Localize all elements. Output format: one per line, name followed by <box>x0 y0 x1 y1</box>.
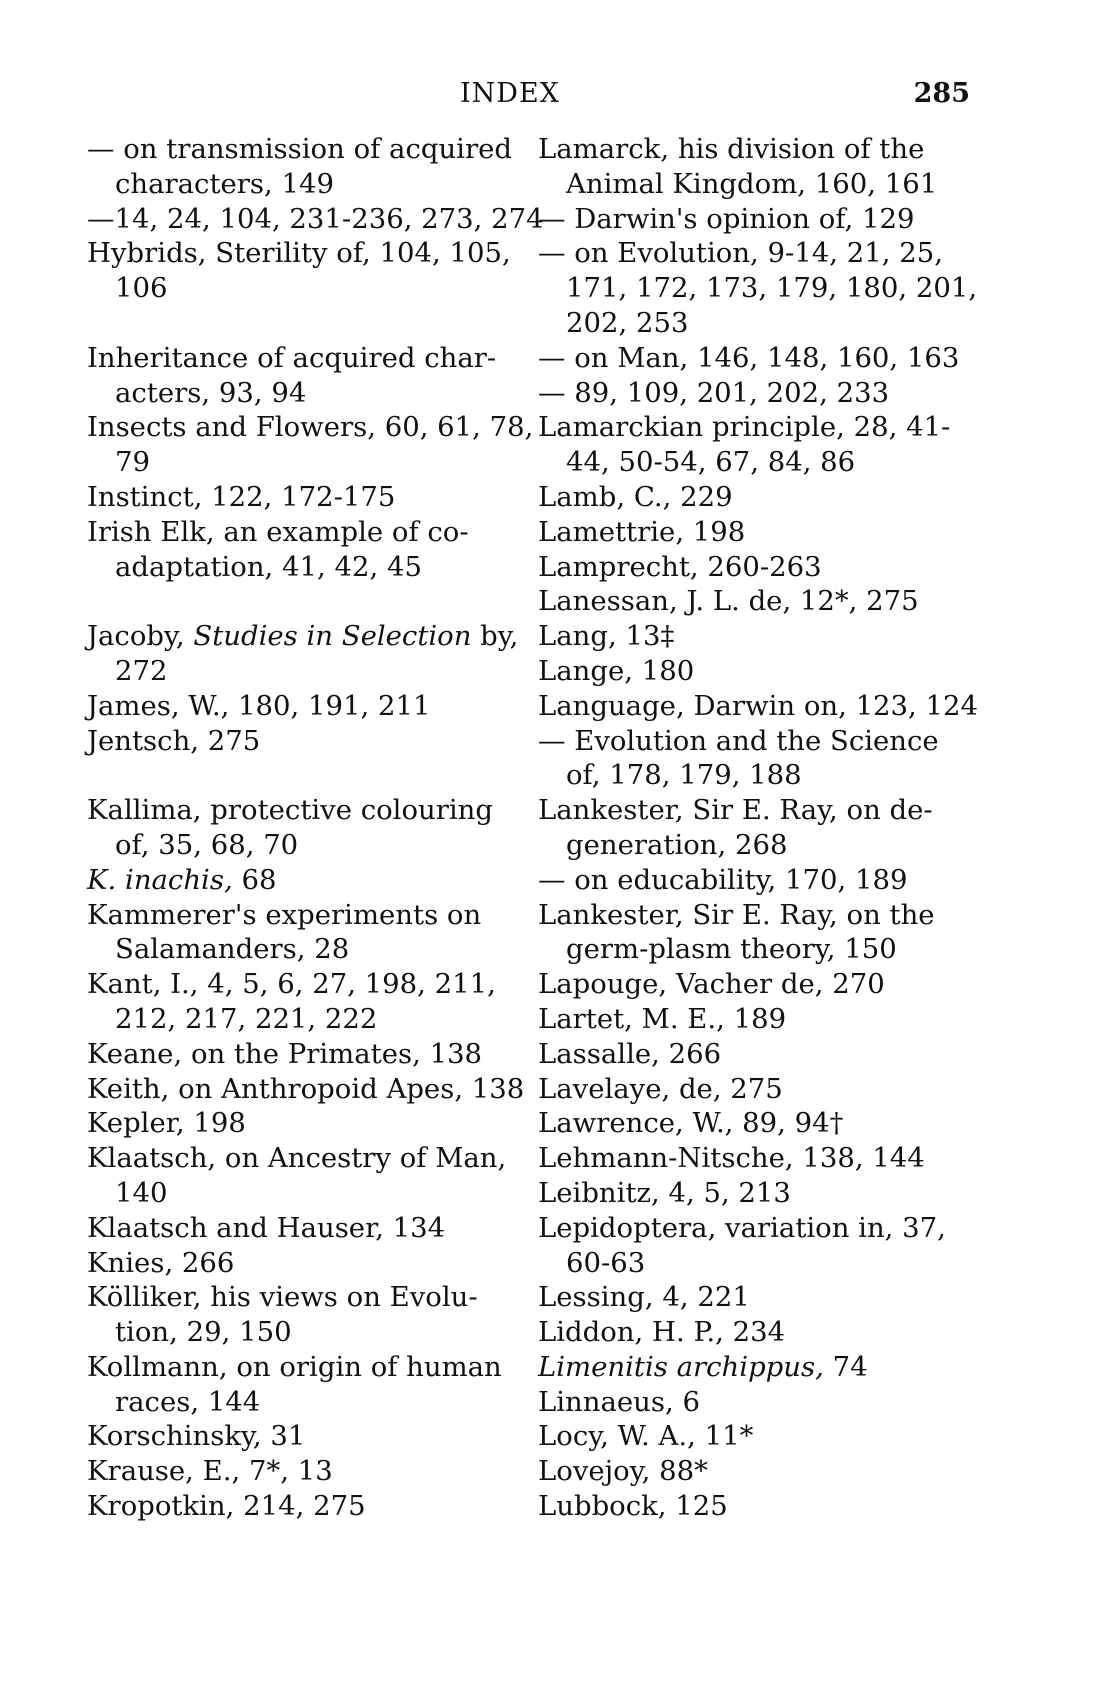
index-entry <box>538 1350 958 1385</box>
entry-text: 68 <box>232 863 277 896</box>
entry-text: by, <box>471 620 519 653</box>
index-entry: Lamprecht, 260-263 <box>538 550 822 583</box>
index-entry: Inheritance of acquired char- <box>87 341 497 374</box>
index-column-left <box>87 132 544 1524</box>
index-entry: Klaatsch, on Ancestry of Man, <box>87 1142 507 1175</box>
index-entry: Kepler, 198 <box>87 1107 246 1140</box>
index-entry: — on transmission of acquired <box>87 133 512 165</box>
index-entry-continuation: of, 35, 68, 70 <box>115 828 299 861</box>
index-entry: Lassalle, 266 <box>538 1037 722 1070</box>
index-entry: — on educability, 170, 189 <box>538 863 908 896</box>
index-entry: Lankester, Sir E. Ray, on de- <box>538 794 933 827</box>
index-entry: — 89, 109, 201, 202, 233 <box>538 376 890 409</box>
index-entry: Instinct, 122, 172-175 <box>87 480 396 513</box>
index-entry-continuation: 60-63 <box>566 1246 646 1279</box>
index-entry: Knies, 266 <box>87 1246 235 1279</box>
index-entry <box>87 619 519 654</box>
index-entry: —14, 24, 104, 231-236, 273, 274 <box>87 202 544 235</box>
index-entry: Lamettrie, 198 <box>538 515 746 548</box>
index-entry-continuation: 106 <box>115 272 168 305</box>
index-entry-continuation: germ-plasm theory, 150 <box>566 933 897 966</box>
index-entry: Lubbock, 125 <box>538 1490 728 1523</box>
index-entry: Lawrence, W., 89, 94† <box>538 1107 844 1140</box>
index-section-gap <box>87 584 512 619</box>
index-entry: Lepidoptera, variation in, 37, <box>538 1211 946 1244</box>
index-entry-continuation: Salamanders, 28 <box>115 933 350 966</box>
index-entry: Language, Darwin on, 123, 124 <box>538 689 979 722</box>
index-entry: Irish Elk, an example of co- <box>87 515 469 548</box>
index-column-right <box>538 132 979 1524</box>
index-entry: Lapouge, Vacher de, 270 <box>538 968 885 1001</box>
index-entry-continuation: 79 <box>115 446 150 479</box>
index-entry: Linnaeus, 6 <box>538 1385 700 1418</box>
index-entry: — on Man, 146, 148, 160, 163 <box>538 341 960 374</box>
index-entry-continuation: of, 178, 179, 188 <box>566 759 802 792</box>
index-entry-continuation: Animal Kingdom, 160, 161 <box>566 167 938 200</box>
index-section-gap <box>87 306 512 341</box>
index-entry: Jentsch, 275 <box>87 724 261 757</box>
index-entry: Lange, 180 <box>538 654 695 687</box>
italic-title-text: K. inachis, <box>87 863 233 896</box>
italic-title-text: Studies in Selection <box>193 620 472 653</box>
index-entry: Lartet, M. E., 189 <box>538 1002 787 1035</box>
index-entry: Kölliker, his views on Evolu- <box>87 1281 478 1314</box>
index-entry-continuation: acters, 93, 94 <box>115 376 307 409</box>
index-entry: Lankester, Sir E. Ray, on the <box>538 898 935 931</box>
index-entry: Liddon, H. P., 234 <box>538 1316 786 1349</box>
index-entry-continuation: 202, 253 <box>566 306 689 339</box>
index-entry: Klaatsch and Hauser, 134 <box>87 1211 446 1244</box>
index-entry-continuation: 44, 50-54, 67, 84, 86 <box>566 446 856 479</box>
index-entry: Lamarckian principle, 28, 41- <box>538 411 951 444</box>
index-entry: Keane, on the Primates, 138 <box>87 1037 483 1070</box>
index-entry: Lessing, 4, 221 <box>538 1281 750 1314</box>
page-title: INDEX <box>460 78 560 109</box>
index-entry: Kammerer's experiments on <box>87 898 482 931</box>
index-entry: Leibnitz, 4, 5, 213 <box>538 1176 791 1209</box>
italic-title-text: Limenitis archippus, <box>538 1350 824 1383</box>
index-entry <box>87 863 512 898</box>
index-entry: Krause, E., 7*, 13 <box>87 1455 333 1488</box>
index-entry: Lavelaye, de, 275 <box>538 1072 783 1105</box>
index-entry: Lamb, C., 229 <box>538 480 733 513</box>
page-number: 285 <box>913 78 970 109</box>
index-entry-continuation: 272 <box>115 654 168 687</box>
index-section-gap <box>87 758 512 793</box>
index-entry: Kollmann, on origin of human <box>87 1350 502 1383</box>
index-entry: Hybrids, Sterility of, 104, 105, <box>87 237 511 270</box>
entry-text: 74 <box>823 1350 868 1383</box>
page-header <box>0 78 1100 118</box>
index-entry: — on Evolution, 9-14, 21, 25, <box>538 237 943 270</box>
index-entry-continuation: adaptation, 41, 42, 45 <box>115 550 422 583</box>
index-entry: Kant, I., 4, 5, 6, 27, 198, 211, <box>87 968 496 1001</box>
index-entry: Lehmann-Nitsche, 138, 144 <box>538 1142 925 1175</box>
index-entry-continuation: tion, 29, 150 <box>115 1316 292 1349</box>
index-entry-continuation: 140 <box>115 1176 168 1209</box>
index-entry: James, W., 180, 191, 211 <box>87 689 431 722</box>
index-entry-continuation: characters, 149 <box>115 167 335 200</box>
index-entry: Lang, 13‡ <box>538 620 675 653</box>
index-entry: Insects and Flowers, 60, 61, 78, <box>87 411 534 444</box>
index-entry-continuation: races, 144 <box>115 1385 261 1418</box>
index-entry: Kallima, protective colouring <box>87 794 493 827</box>
index-entry: Lamarck, his division of the <box>538 133 925 165</box>
index-entry: Lovejoy, 88* <box>538 1455 708 1488</box>
index-entry-continuation: generation, 268 <box>566 828 788 861</box>
index-entry: — Darwin's opinion of, 129 <box>538 202 915 235</box>
index-entry: Locy, W. A., 11* <box>538 1420 754 1453</box>
index-entry-continuation: 212, 217, 221, 222 <box>115 1002 378 1035</box>
index-entry: Keith, on Anthropoid Apes, 138 <box>87 1072 525 1105</box>
index-entry: — Evolution and the Science <box>538 724 939 757</box>
entry-text: Jacoby, <box>87 620 194 653</box>
index-entry: Kropotkin, 214, 275 <box>87 1490 366 1523</box>
index-entry-continuation: 171, 172, 173, 179, 180, 201, <box>566 272 978 305</box>
index-entry: Korschinsky, 31 <box>87 1420 306 1453</box>
index-entry: Lanessan, J. L. de, 12*, 275 <box>538 585 919 618</box>
